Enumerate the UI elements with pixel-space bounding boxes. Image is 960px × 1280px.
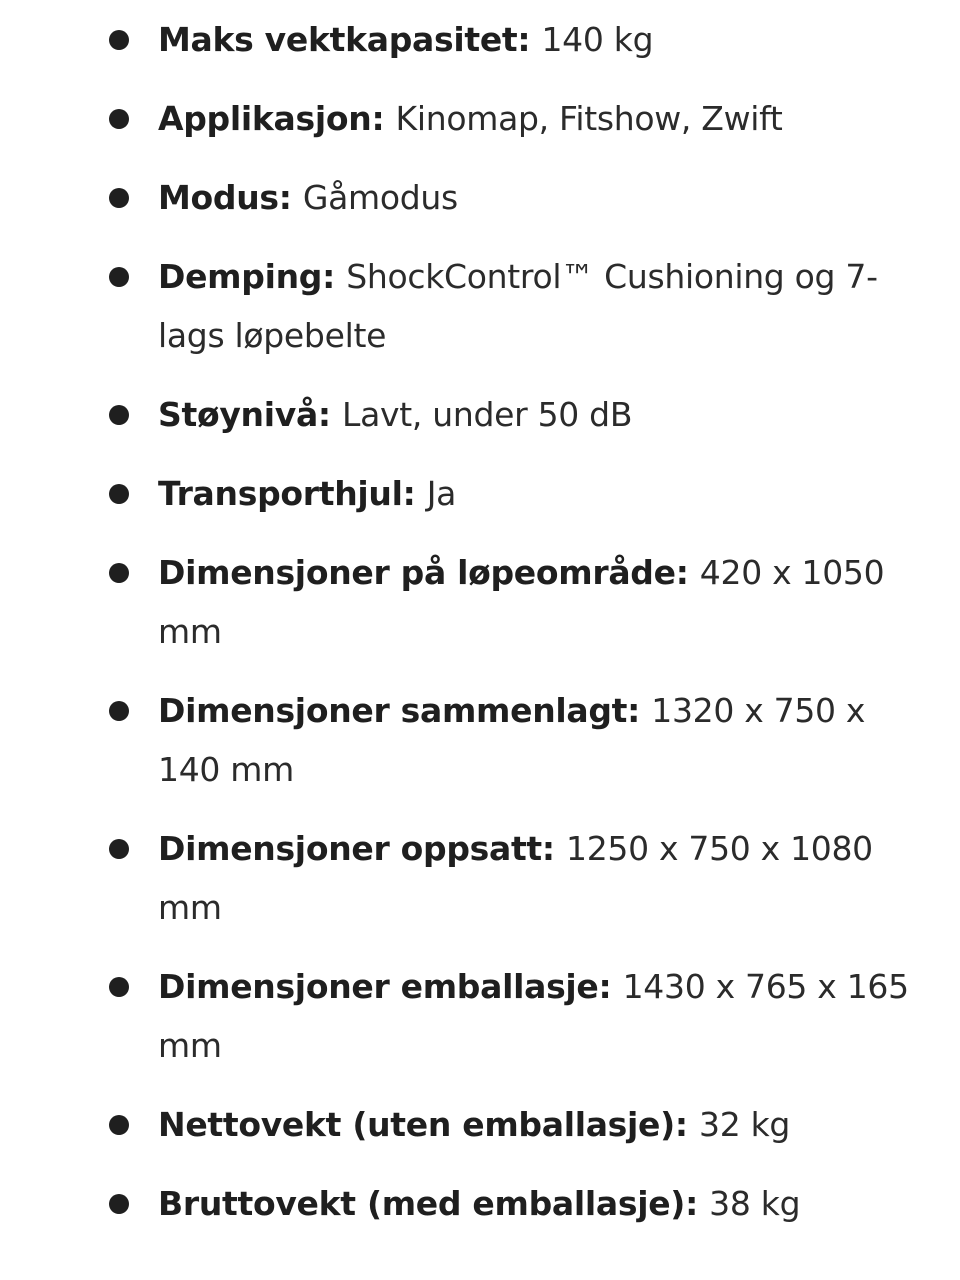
bullet-icon bbox=[109, 267, 129, 287]
spec-value: ShockControl™ Cushioning og 7-lags løpebelte bbox=[158, 257, 878, 355]
spec-value: Gåmodus bbox=[302, 178, 458, 217]
spec-item-cushioning bbox=[0, 247, 960, 365]
bullet-icon bbox=[109, 405, 129, 425]
spec-value: Kinomap, Fitshow, Zwift bbox=[395, 99, 783, 138]
spec-item-gross-weight bbox=[0, 1174, 960, 1233]
spec-value: 420 x 1050 mm bbox=[158, 553, 885, 651]
spec-value: 140 kg bbox=[541, 20, 654, 59]
spec-value: 1250 x 750 x 1080 mm bbox=[158, 829, 873, 927]
spec-item-folded-dimensions bbox=[0, 681, 960, 799]
spec-item-application bbox=[0, 89, 960, 148]
spec-item-running-area bbox=[0, 543, 960, 661]
spec-label: Modus: bbox=[158, 178, 303, 217]
spec-value: Ja bbox=[426, 474, 457, 513]
spec-label: Demping: bbox=[158, 257, 347, 296]
bullet-icon bbox=[109, 188, 129, 208]
bullet-icon bbox=[109, 839, 129, 859]
spec-value: 1430 x 765 x 165 mm bbox=[158, 967, 909, 1065]
spec-item-max-weight bbox=[0, 10, 960, 69]
bullet-icon bbox=[109, 109, 129, 129]
bullet-icon bbox=[109, 1194, 129, 1214]
bullet-icon bbox=[109, 701, 129, 721]
spec-item-mode bbox=[0, 168, 960, 227]
bullet-icon bbox=[109, 563, 129, 583]
spec-label: Dimensjoner på løpeområde: bbox=[158, 553, 700, 592]
spec-value: 1320 x 750 x 140 mm bbox=[158, 691, 866, 789]
spec-item-package-dimensions bbox=[0, 957, 960, 1075]
spec-label: Dimensjoner oppsatt: bbox=[158, 829, 566, 868]
spec-item-assembled-dimensions bbox=[0, 819, 960, 937]
spec-label: Nettovekt (uten emballasje): bbox=[158, 1105, 699, 1144]
spec-item-net-weight bbox=[0, 1095, 960, 1154]
spec-label: Applikasjon: bbox=[158, 99, 396, 138]
spec-label: Dimensjoner emballasje: bbox=[158, 967, 623, 1006]
spec-value: 32 kg bbox=[699, 1105, 791, 1144]
bullet-icon bbox=[109, 1115, 129, 1135]
spec-item-noise-level bbox=[0, 385, 960, 444]
spec-value: Lavt, under 50 dB bbox=[342, 395, 633, 434]
spec-label: Dimensjoner sammenlagt: bbox=[158, 691, 652, 730]
spec-list bbox=[0, 10, 960, 1253]
bullet-icon bbox=[109, 484, 129, 504]
bullet-icon bbox=[109, 30, 129, 50]
spec-label: Maks vektkapasitet: bbox=[158, 20, 542, 59]
spec-label: Bruttovekt (med emballasje): bbox=[158, 1184, 710, 1223]
spec-value: 38 kg bbox=[709, 1184, 801, 1223]
spec-label: Støynivå: bbox=[158, 395, 342, 434]
spec-item-transport-wheels bbox=[0, 464, 960, 523]
spec-label: Transporthjul: bbox=[158, 474, 427, 513]
bullet-icon bbox=[109, 977, 129, 997]
